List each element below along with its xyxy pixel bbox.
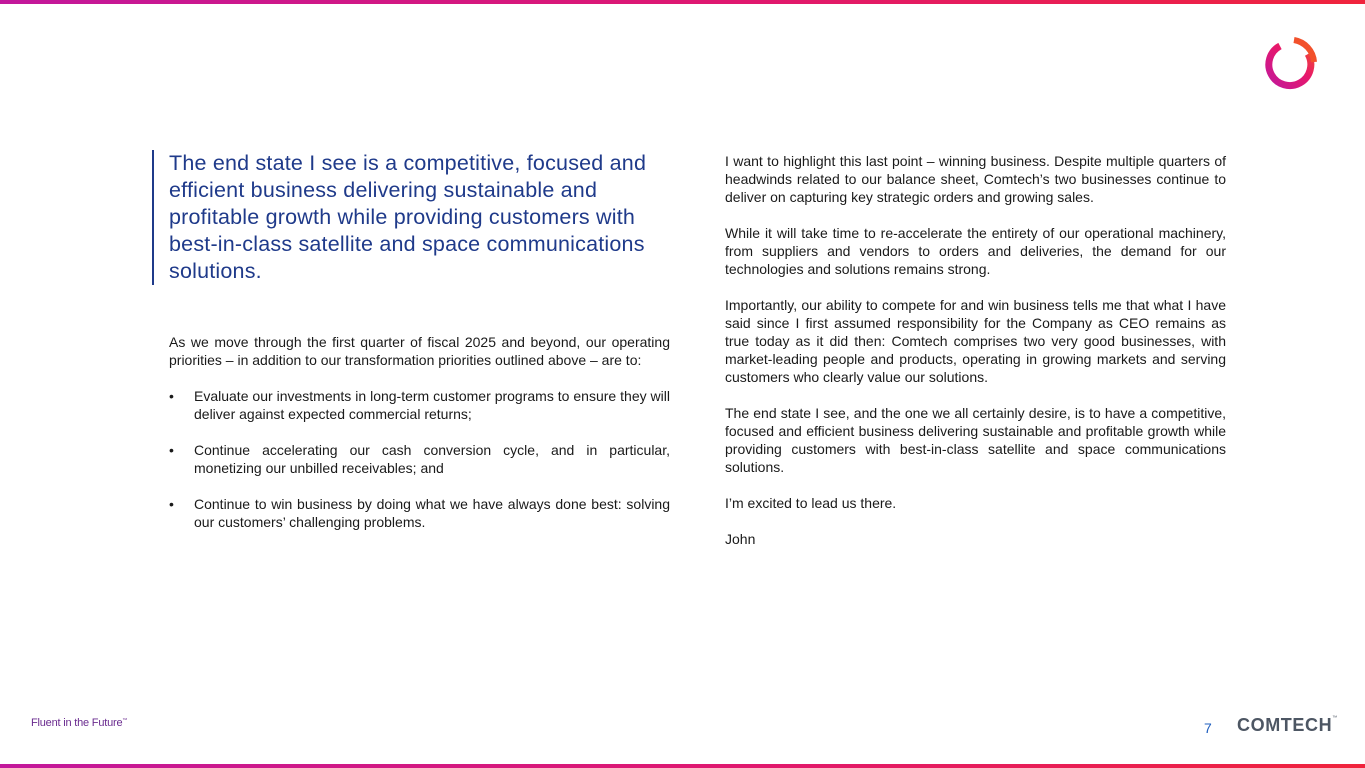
page-number: 7: [1204, 720, 1212, 736]
tagline-trademark: ™: [122, 717, 128, 724]
pull-quote-text: The end state I see is a competitive, focused and efficient business delivering sustainable and profitable growth while providing customers with best-in-class satellite and space communications solutions.: [169, 151, 647, 283]
paragraph-end-state: The end state I see, and the one we all certainly desire, is to have a competitive, focused and efficient business delivering sustainable and profitable growth while providing customers with best-in-class satellite and space communications solutions.: [725, 405, 1226, 475]
brand-trademark: ™: [1332, 715, 1338, 721]
signature-name: John: [725, 531, 756, 547]
priorities-intro: As we move through the first quarter of fiscal 2025 and beyond, our operating priorities – in addition to our transformation priorities outlined above – are to:: [169, 334, 670, 368]
pull-quote: [152, 150, 662, 285]
list-item-text: Continue accelerating our cash conversion cycle, and in particular, monetizing our unbilled receivables; and: [194, 442, 670, 476]
priorities-list: [169, 387, 670, 531]
paragraph-excited: I’m excited to lead us there.: [725, 495, 897, 511]
list-item-text: Continue to win business by doing what we have always done best: solving our customers’ challenging problems.: [194, 496, 670, 530]
bullet-glyph: •: [169, 442, 174, 458]
comtech-ring-logo-icon: [1258, 36, 1318, 92]
bullet-glyph: •: [169, 496, 174, 512]
tagline-text: Fluent in the Future: [31, 717, 123, 729]
left-column: [169, 333, 670, 549]
paragraph-operational-machinery: While it will take time to re-accelerate the entirety of our operational machinery, from suppliers and vendors to orders and deliveries, the demand for our technologies and solutions remains strong.: [725, 225, 1226, 277]
list-item: [169, 495, 670, 531]
bullet-glyph: •: [169, 388, 174, 404]
comtech-wordmark: [1237, 715, 1338, 736]
top-accent-bar: [0, 0, 1365, 4]
paragraph-compete-and-win: Importantly, our ability to compete for and win business tells me that what I have said since I first assumed responsibility for the Company as CEO remains as true today as it did then: Comtech comprises two very good businesses, with market-leading people and products, operating in growing markets and serving customers who clearly value our solutions.: [725, 297, 1226, 385]
list-item: [169, 441, 670, 477]
footer-tagline: [31, 717, 127, 729]
list-item-text: Evaluate our investments in long-term customer programs to ensure they will deliver against expected commercial returns;: [194, 388, 670, 422]
bottom-accent-bar: [0, 764, 1365, 768]
list-item: [169, 387, 670, 423]
paragraph-winning-business: I want to highlight this last point – winning business. Despite multiple quarters of headwinds related to our balance sheet, Comtech’s two businesses continue to deliver on capturing key strategic orders and growing sales.: [725, 153, 1226, 205]
brand-name: COMTECH: [1237, 715, 1333, 735]
right-column: [725, 152, 1226, 566]
